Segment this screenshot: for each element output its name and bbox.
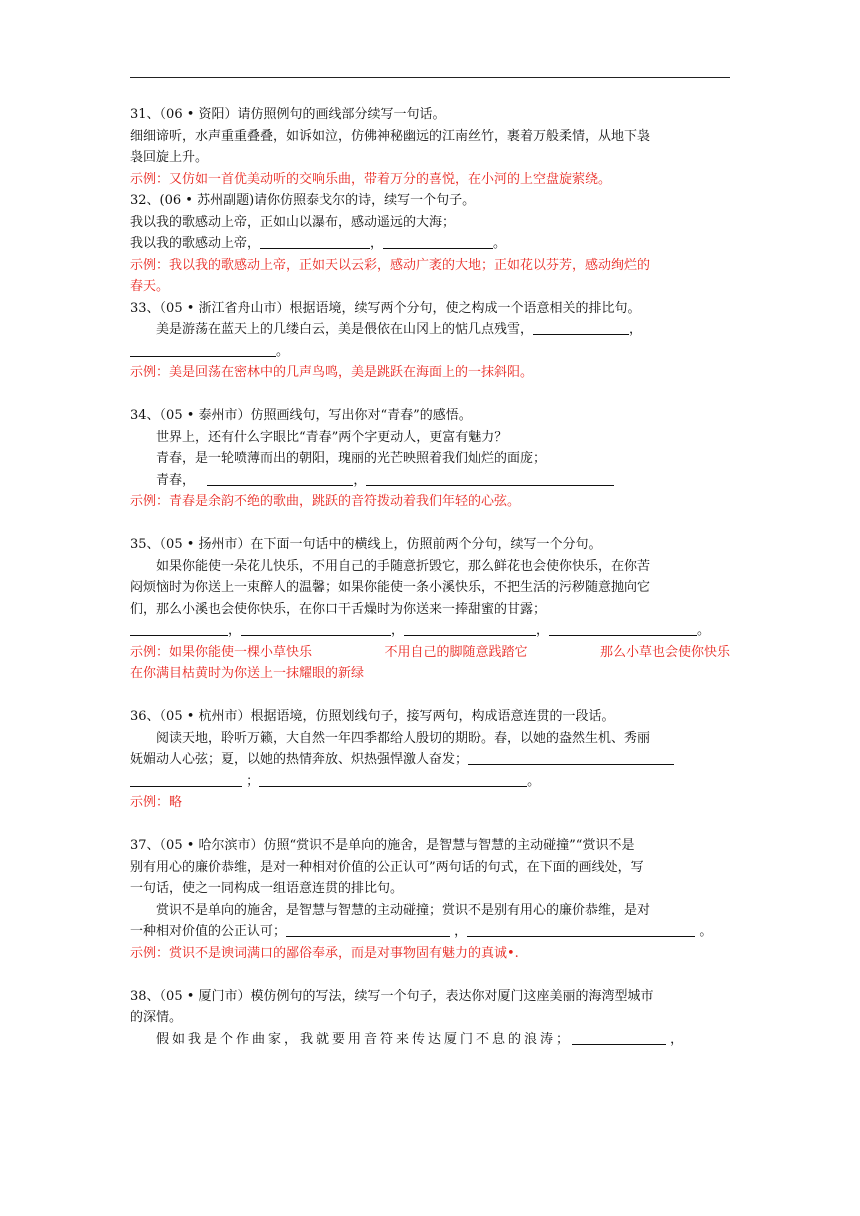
q31-text-line1: 细细谛听，水声重重叠叠，如诉如泣，仿佛神秘幽远的江南丝竹，裹着万般柔情，从地下袅 xyxy=(130,128,651,144)
header-rule xyxy=(130,77,730,78)
q35-example-part-b: 不用自己的脚随意践踏它 xyxy=(384,644,528,660)
q35-comma-3: ， xyxy=(536,623,550,638)
q38-text-body: 假如我是个作曲家，我就要用音符来传达厦门不息的浪涛； xyxy=(156,1031,573,1047)
q37-title-line1: 37、（05 • 哈尔滨市）仿照“赏识不是单向的施舍，是智慧与智慧的主动碰撞”“赏识不是 xyxy=(130,838,635,853)
q35-example-part-a: 示例：如果你能使一棵小草快乐 xyxy=(130,644,313,660)
q33-text xyxy=(130,319,730,341)
q36-text-line1: 阅读天地，聆听万籁，大自然一年四季都给人殷切的期盼。春，以她的盎然生机、秀丽 xyxy=(156,730,651,746)
q37-answer-blank-2[interactable] xyxy=(467,922,695,937)
q35-text-line2: 闷烦恼时为你送上一束醉人的温馨；如果你能使一条小溪快乐，不把生活的污秽随意抛向它 xyxy=(130,580,651,595)
q33-text-body: 美是游荡在蓝天上的几缕白云，美是偎依在山冈上的惦几点残雪， xyxy=(156,322,534,337)
q35-text-line3: 们，那么小溪也会使你快乐，在你口干舌燥时为你送来一捧甜蜜的甘露； xyxy=(130,601,547,617)
q33-title: 33、（05 • 浙江省舟山市）根据语境，续写两个分句，使之构成一个语意相关的排比句。 xyxy=(130,300,641,316)
q37-text-line2 xyxy=(130,921,730,943)
q33-comma: ， xyxy=(629,322,643,337)
q32-answer-blank-2[interactable] xyxy=(383,234,493,249)
q37-comma: ， xyxy=(454,924,468,939)
q35-text-line1: 如果你能使一朵花儿快乐，不用自己的手随意折毁它，那么鲜花也会使你快乐，在你苦 xyxy=(156,558,651,574)
q34-answer-blank-2[interactable] xyxy=(366,471,614,486)
q35-example-line1 xyxy=(130,642,730,664)
spacer xyxy=(130,814,730,836)
q36-answer-blank-2[interactable] xyxy=(130,772,242,787)
q35-answer-blank-4[interactable] xyxy=(549,621,697,636)
q34-line3 xyxy=(130,470,730,492)
q37-text-line2-body: 一种相对价值的公正认可； xyxy=(130,924,287,939)
q33-period: 。 xyxy=(276,343,290,359)
q35-period: 。 xyxy=(697,623,711,638)
q33-text-cont xyxy=(130,341,730,363)
q32-comma: ， xyxy=(370,236,384,251)
q36-title: 36、（05 • 杭州市）根据语境，仿照划线句子，接写两句，构成语意连贯的一段话。 xyxy=(130,709,615,724)
q36-example: 示例：略 xyxy=(130,795,183,810)
q31-example: 示例：又仿如一首优美动听的交响乐曲，带着万分的喜悦，在小河的上空盘旋萦绕。 xyxy=(130,171,612,187)
q37-title-line2: 别有用心的廉价恭维，是对一种相对价值的公正认可”两句话的句式，在下面的画线处，写 xyxy=(130,859,644,875)
q34-answer-blank-1[interactable] xyxy=(207,471,353,486)
q35-example-part-c: 那么小草也会使你快乐 xyxy=(599,644,730,660)
q38-answer-blank-1[interactable] xyxy=(572,1030,666,1045)
q37-example: 示例：赏识不是谀词满口的鄙俗奉承，而是对事物固有魅力的真诚•. xyxy=(130,945,519,961)
q36-text-line3 xyxy=(130,771,730,793)
q32-period: 。 xyxy=(493,236,507,251)
q32-example-line1: 示例：我以我的歌感动上帝，正如天以云彩，感动广袤的大地；正如花以芬芳，感动绚烂的 xyxy=(130,257,651,273)
q37-answer-blank-1[interactable] xyxy=(286,922,450,937)
q34-example: 示例：青春是余韵不绝的歌曲，跳跃的音符拨动着我们年轻的心弦。 xyxy=(130,494,521,509)
spacer xyxy=(130,685,730,707)
q32-title: 32、(06 • 苏州副题)请你仿照泰戈尔的诗，续写一个句子。 xyxy=(130,193,476,208)
q32-example-line2: 春天。 xyxy=(130,279,170,294)
q31-title: 31、（06 • 资阳）请仿照例句的画线部分续写一句话。 xyxy=(130,107,446,122)
q36-answer-blank-1[interactable] xyxy=(468,750,674,765)
q36-semicolon: ； xyxy=(246,773,260,789)
q38-comma: ， xyxy=(670,1031,684,1047)
q38-text xyxy=(130,1029,730,1051)
q34-line3-prefix: 青春， xyxy=(156,472,196,488)
q35-comma-2: ， xyxy=(391,623,405,638)
q32-line2 xyxy=(130,233,730,255)
q36-text-line2-body: 妩媚动人心弦；夏，以她的热情奔放、炽热强悍激人奋发； xyxy=(130,752,469,767)
q35-comma-1: ， xyxy=(228,623,242,638)
q34-title: 34、（05 • 泰州市）仿照画线句，写出你对“青春”的感悟。 xyxy=(130,408,472,423)
q35-answer-line xyxy=(130,620,730,642)
q37-title-line3: 一句话，使之一同构成一组语意连贯的排比句。 xyxy=(130,881,404,896)
q37-period: 。 xyxy=(699,924,713,939)
spacer xyxy=(130,384,730,406)
q36-text-line2 xyxy=(130,749,730,771)
document-body xyxy=(130,104,730,1050)
q34-comma: ， xyxy=(353,472,367,488)
spacer xyxy=(130,964,730,986)
q32-line2-prefix: 我以我的歌感动上帝， xyxy=(130,236,261,251)
q33-answer-blank-1[interactable] xyxy=(533,320,629,335)
q32-answer-blank-1[interactable] xyxy=(260,234,370,249)
q35-title: 35、（05 • 扬州市）在下面一句话中的横线上，仿照前两个分句，续写一个分句。 xyxy=(130,537,602,552)
q31-text-line2: 袅回旋上升。 xyxy=(130,150,209,165)
q35-answer-blank-2[interactable] xyxy=(241,621,391,636)
q35-answer-blank-1[interactable] xyxy=(130,621,228,636)
q35-example-line2: 在你满目枯黄时为你送上一抹耀眼的新绿 xyxy=(130,666,365,681)
q34-line2: 青春，是一轮喷薄而出的朝阳，瑰丽的光芒映照着我们灿烂的面庞； xyxy=(156,451,547,466)
q35-answer-blank-3[interactable] xyxy=(404,621,536,636)
q36-period: 。 xyxy=(527,773,541,789)
q37-text-line1: 赏识不是单向的施舍，是智慧与智慧的主动碰撞；赏识不是别有用心的廉价恭维，是对 xyxy=(156,902,651,918)
q36-answer-blank-3[interactable] xyxy=(259,772,527,787)
q38-title-line2: 的深情。 xyxy=(130,1010,183,1025)
q33-answer-blank-2[interactable] xyxy=(130,342,276,357)
q34-line1: 世界上，还有什么字眼比“青春”两个字更动人，更富有魅力？ xyxy=(156,429,508,445)
spacer xyxy=(130,513,730,535)
q38-title-line1: 38、（05 • 厦门市）模仿例句的写法，续写一个句子，表达你对厦门这座美丽的海湾型城市 xyxy=(130,988,654,1004)
q32-line1: 我以我的歌感动上帝，正如山以瀑布，感动遥远的大海； xyxy=(130,214,456,230)
q33-example: 示例：美是回荡在密林中的几声鸟鸣，美是跳跃在海面上的一抹斜阳。 xyxy=(130,365,534,380)
